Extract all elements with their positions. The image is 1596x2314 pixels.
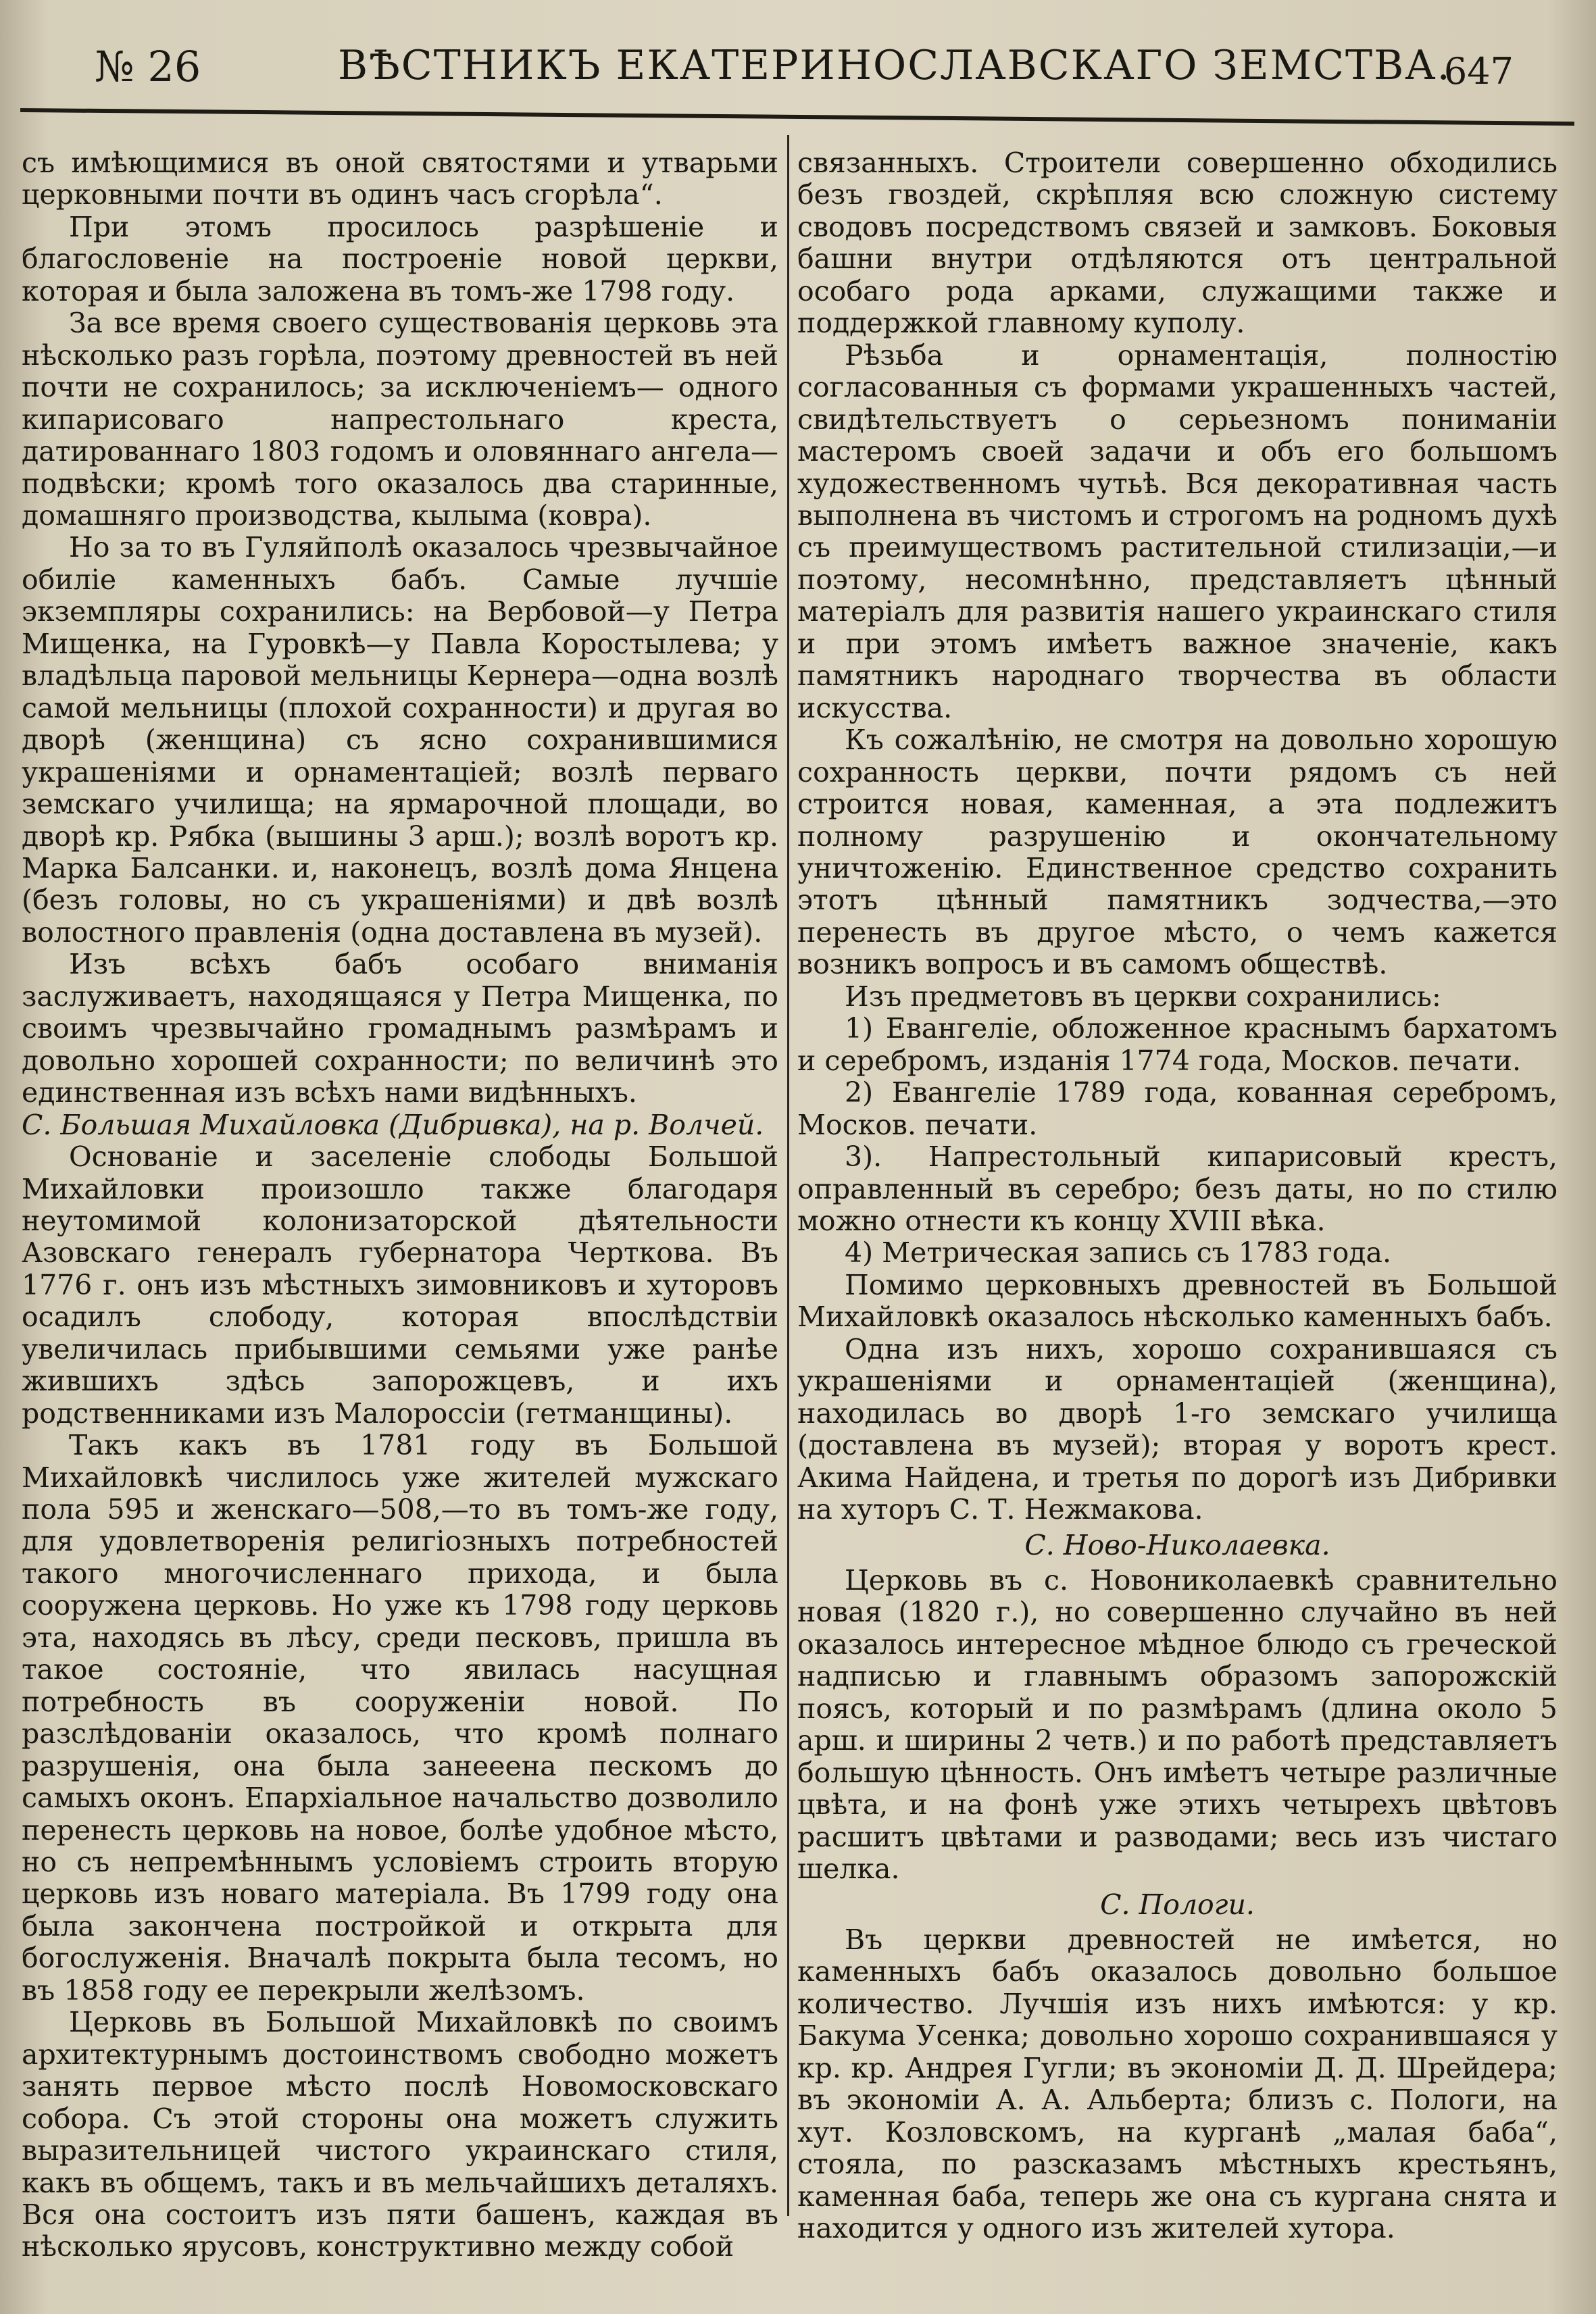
paragraph: Помимо церковныхъ древностей въ Большой Михайловкѣ оказалось нѣсколько каменныхъ бабъ. (797, 1268, 1557, 1334)
paragraph: Церковь въ Большой Михайловкѣ по своимъ архитектурнымъ достоинствомъ свободно можетъ занять первое мѣсто послѣ Новомосковскаго собора. Съ этой стороны она можетъ служить выразительницей чистого украинскаго стиля, какъ въ общемъ, такъ и въ мельчайшихъ деталяхъ. Вся она состоитъ изъ пяти башенъ, каждая въ нѣсколько ярусовъ, конструктивно между собой (22, 2006, 778, 2263)
paragraph: При этомъ просилось разрѣшеніе и благословеніе на построеніе новой церкви, которая и была заложена въ томъ-же 1798 году. (22, 210, 778, 307)
right-column (797, 147, 1557, 2244)
paragraph: Рѣзьба и орнаментація, полностію согласованныя съ формами украшенныхъ частей, свидѣтельствуетъ о серьезномъ пониманіи мастеромъ своей задачи и объ его большомъ художественномъ чутьѣ. Вся декоративная часть выполнена въ чистомъ и строгомъ на родномъ духѣ съ преимуществомъ растительной стилизаціи,—и поэтому, несомнѣнно, представляетъ цѣнный матеріалъ для развитія нашего украинскаго стиля и при этомъ имѣетъ важное значеніе, какъ памятникъ народнаго творчества въ области искусства. (797, 338, 1557, 724)
paragraph: Одна изъ нихъ, хорошо сохранившаяся съ украшеніями и орнаментаціей (женщина), находилась во дворѣ 1-го земскаго училища (доставлена въ музей); вторая у воротъ крест. Акима Найдена, и третья по дорогѣ изъ Дибривки на хуторъ С. Т. Нежмакова. (797, 1332, 1557, 1526)
list-item: 1) Евангеліе, обложенное краснымъ бархатомъ и серебромъ, изданія 1774 года, Москов. печати. (797, 1012, 1557, 1077)
section-heading: С. Пологи. (1100, 1888, 1255, 1921)
column-divider (787, 135, 789, 2216)
paragraph: Изъ предметовъ въ церкви сохранились: (845, 980, 1441, 1013)
journal-title: ВѢСТНИКЪ ЕКАТЕРИНОСЛАВСКАГО ЗЕМСТВА. (338, 42, 1451, 89)
list-item: 3). Напрестольный кипарисовый крестъ, оправленный въ серебро; безъ даты, но по стилю можно отнести къ концу XVIII вѣка. (797, 1140, 1557, 1237)
paragraph: За все время своего существованія церковь эта нѣсколько разъ горѣла, поэтому древностей въ ней почти не сохранилось; за исключеніемъ— одного кипарисоваго напрестольнаго креста, датированнаго 1803 годомъ и оловяннаго ангела—подвѣски; кромѣ того оказалось два старинные, домашняго производства, кылыма (ковра). (22, 307, 778, 532)
section-heading: С. Большая Михайловка (Дибривка), на р. Волчей. (22, 1108, 764, 1141)
list-item: 4) Метрическая запись съ 1783 года. (845, 1236, 1392, 1269)
paragraph: Въ церкви древностей не имѣется, но каменныхъ бабъ оказалось довольно большое количество. Лучшія изъ нихъ имѣются: у кр. Бакума Усенка; довольно хорошо сохранившаяся у кр. кр. Андрея Гугли; въ экономіи Д. Д. Шрейдера; въ экономіи А. А. Альберта; близъ с. Пологи, на хут. Козловскомъ, на курганѣ „малая баба“, стояла, по разсказамъ мѣстныхъ крестьянъ, каменная баба, теперь же она съ кургана снята и находится у одного изъ жителей хутора. (797, 1923, 1557, 2244)
paragraph: Церковь въ с. Новониколаевкѣ сравнительно новая (1820 г.), но совершенно случайно въ ней оказалось интересное мѣдное блюдо съ греческой надписью и главнымъ образомъ запорожскій поясъ, который и по размѣрамъ (длина около 5 арш. и ширины 2 четв.) и по работѣ представляетъ большую цѣнность. Онъ имѣетъ четыре различные цвѣта, и на фонѣ уже этихъ четырехъ цвѣтовъ расшитъ цвѣтами и разводами; весь изъ чистаго шелка. (797, 1563, 1557, 1886)
header-rule (20, 108, 1574, 126)
section-heading: С. Ново-Николаевка. (1024, 1529, 1330, 1562)
list-item: 2) Евангеліе 1789 года, кованная серебромъ, Москов. печати. (797, 1076, 1557, 1141)
paragraph: Основаніе и заселеніе слободы Большой Михайловки произошло также благодаря неутомимой колонизаторской дѣятельности Азовскаго генералъ губернатора Черткова. Въ 1776 г. онъ изъ мѣстныхъ зимовниковъ и хуторовъ осадилъ слободу, которая впослѣдствіи увеличилась прибывшими семьями уже ранѣе жившихъ здѣсь запорожцевъ, и ихъ родственниками изъ Малороссіи (гетманщины). (22, 1140, 778, 1430)
page-number: 647 (1443, 50, 1514, 93)
left-column (22, 147, 778, 2263)
paragraph: Изъ всѣхъ бабъ особаго вниманія заслуживаетъ, находящаяся у Петра Мищенка, по своимъ чрезвычайно громаднымъ размѣрамъ и довольно хорошей сохранности; по величинѣ это единственная изъ всѣхъ нами видѣнныхъ. (22, 948, 778, 1109)
paragraph: съ имѣющимися въ оной святостями и утварьми церковными почти въ одинъ часъ сгорѣла“. (22, 147, 778, 211)
paragraph: Такъ какъ въ 1781 году въ Большой Михайловкѣ числилось уже жителей мужскаго пола 595 и женскаго—508,—то въ томъ-же году, для удовлетворенія религіозныхъ потребностей такого многочисленнаго прихода, и была сооружена церковь. Но уже къ 1798 году церковь эта, находясь въ лѣсу, среди песковъ, пришла въ такое состояніе, что явилась насущная потребность въ сооруженіи новой. По разслѣдованіи оказалось, что кромѣ полнаго разрушенія, она была занеeена пескомъ до самыхъ оконъ. Епархіальное начальство дозволило перенесть церковь на новое, болѣе удобное мѣсто, но съ непремѣннымъ условіемъ строить вторую церковь изъ новаго матеріала. Въ 1799 году она была закончена постройкой и открыта для богослуженія. Вначалѣ покрыта была тесомъ, но въ 1858 году ее перекрыли желѣзомъ. (22, 1429, 778, 2007)
paragraph: Но за то въ Гуляйполѣ оказалось чрезвычайное обиліе каменныхъ бабъ. Самые лучшіе экземпляры сохранились: на Вербовой—у Петра Мищенка, на Гуровкѣ—у Павла Коростылева; у владѣльца паровой мельницы Кернера—одна возлѣ самой мельницы (плохой сохранности) и другая во дворѣ (женщина) съ ясно сохранившимися украшеніями и орнаментаціей; возлѣ перваго земскаго училища; на ярмарочной площади, во дворѣ кр. Рябка (вышины 3 арш.); возлѣ воротъ кр. Марка Балсанки. и, наконецъ, возлѣ дома Янцена (безъ головы, но съ украшеніями) и двѣ возлѣ волостного правленія (одна доставлена въ музей). (22, 531, 778, 949)
page-header (95, 30, 1514, 104)
paragraph: Къ сожалѣнію, не смотря на довольно хорошую сохранность церкви, почти рядомъ съ ней строится новая, каменная, а эта подлежитъ полному разрушенію и окончательному уничтоженію. Единственное средство сохранить этотъ цѣнный памятникъ зодчества,—это перенесть въ другое мѣсто, о чемъ кажется возникъ вопросъ и въ самомъ обществѣ. (797, 724, 1557, 981)
paragraph: связанныхъ. Строители совершенно обходились безъ гвоздей, скрѣпляя всю сложную систему сводовъ посредствомъ связей и замковъ. Боковыя башни внутри отдѣляются отъ центральной особаго рода арками, служащими также и поддержкой главному куполу. (797, 147, 1557, 340)
issue-number: № 26 (95, 42, 201, 91)
